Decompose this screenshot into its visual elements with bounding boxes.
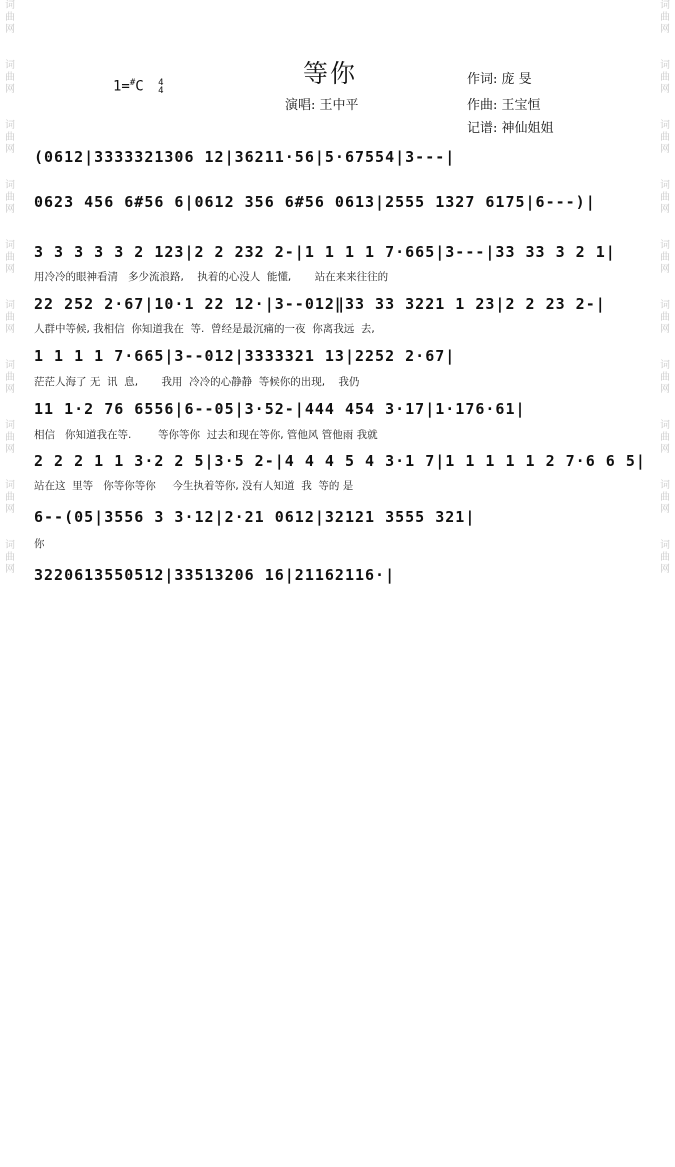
- lyric-line: 相信 你知道我在等. 等你等你 过去和现在等你, 管他风 管他雨 我就: [34, 429, 378, 441]
- composer-credit: 作曲: 王宝恒: [467, 98, 541, 113]
- watermark-left: 词 曲 网: [5, 120, 15, 155]
- watermark-right: 词 曲 网: [660, 240, 670, 275]
- time-signature-bottom: 4: [158, 85, 164, 96]
- watermark-left: 词 曲 网: [5, 0, 15, 35]
- watermark-left: 词 曲 网: [5, 480, 15, 515]
- lyricist-credit: 作词: 庞 旻: [467, 72, 532, 87]
- time-signature-top: 4: [158, 77, 164, 88]
- notation-row: 22 252 2·67|10·1 22 12·|3--012‖33 33 3221 1 23|2 2 23 2-|: [34, 295, 606, 313]
- watermark-left: 词 曲 网: [5, 300, 15, 335]
- notation-row: 0623 456 6#56 6|0612 356 6#56 0613|2555 1327 6175|6---)|: [34, 193, 596, 211]
- notation-row: 3220613550512|33513206 16|21162116·|: [34, 566, 396, 584]
- notation-row: (0612|3333321306 12|36211·56|5·67554|3---|: [34, 148, 456, 166]
- watermark-right: 词 曲 网: [660, 360, 670, 395]
- notation-row: 2 2 2 1 1 3·2 2 5|3·5 2-|4 4 4 5 4 3·1 7|1 1 1 1 1 2 7·6 6 5|: [34, 452, 646, 470]
- notator-credit: 记谱: 神仙姐姐: [467, 121, 554, 136]
- watermark-right: 词 曲 网: [660, 480, 670, 515]
- notation-row: 1 1 1 1 7·665|3--012|3333321 13|2252 2·67|: [34, 347, 456, 365]
- key-note: C: [135, 78, 144, 95]
- sharp-symbol: #: [129, 78, 136, 88]
- watermark-left: 词 曲 网: [5, 180, 15, 215]
- key-label: 1=: [113, 78, 130, 95]
- song-title: 等你: [303, 59, 358, 88]
- watermark-right: 词 曲 网: [660, 420, 670, 455]
- lyric-line: 茫茫人海了 无 讯 息, 我用 冷冷的心静静 等候你的出现, 我仍: [34, 376, 360, 388]
- notation-row: 11 1·2 76 6556|6--05|3·52-|444 454 3·17|1·176·61|: [34, 400, 526, 418]
- notation-row: 3 3 3 3 3 2 123|2 2 232 2-|1 1 1 1 7·665|3---|33 33 3 2 1|: [34, 243, 616, 261]
- watermark-right: 词 曲 网: [660, 300, 670, 335]
- watermark-right: 词 曲 网: [660, 60, 670, 95]
- watermark-right: 词 曲 网: [660, 540, 670, 575]
- watermark-left: 词 曲 网: [5, 540, 15, 575]
- singer-credit: 演唱: 王中平: [285, 98, 359, 113]
- watermark-right: 词 曲 网: [660, 120, 670, 155]
- lyric-line: 用冷冷的眼神看清 多少流浪路, 执着的心没人 能懂, 站在来来往往的: [34, 271, 389, 283]
- lyric-line: 你: [34, 538, 45, 550]
- watermark-right: 词 曲 网: [660, 0, 670, 35]
- key-signature: [113, 78, 164, 95]
- time-signature: [158, 79, 163, 95]
- watermark-left: 词 曲 网: [5, 60, 15, 95]
- watermark-right: 词 曲 网: [660, 180, 670, 215]
- notation-row: 6--(05|3556 3 3·12|2·21 0612|32121 3555 321|: [34, 508, 476, 526]
- watermark-left: 词 曲 网: [5, 360, 15, 395]
- watermark-left: 词 曲 网: [5, 240, 15, 275]
- lyric-line: 站在这 里等 你等你等你 今生执着等你, 没有人知道 我 等的 是: [34, 480, 354, 492]
- watermark-left: 词 曲 网: [5, 420, 15, 455]
- lyric-line: 人群中等候, 我相信 你知道我在 等. 曾经是最沉痛的一夜 你离我远 去,: [34, 323, 375, 335]
